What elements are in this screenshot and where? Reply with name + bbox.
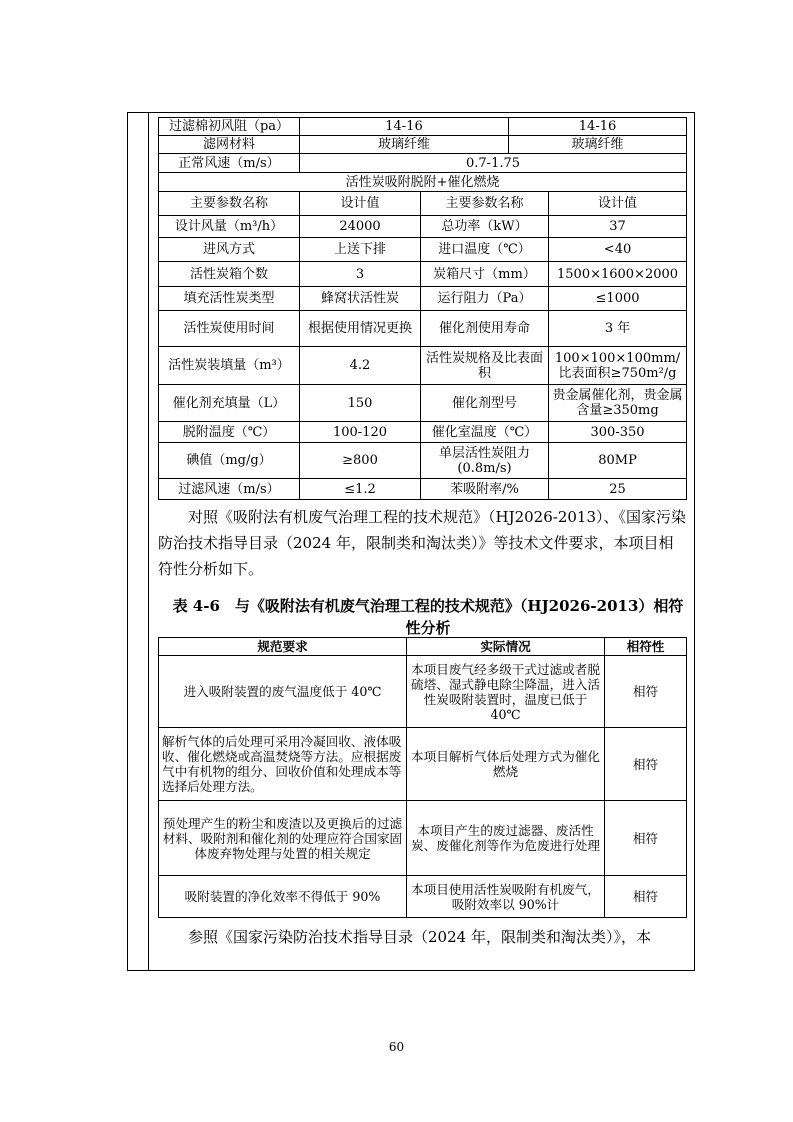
table-row: [159, 216, 687, 238]
table-row: [159, 728, 687, 801]
table-cell: 正常风速（m/s）: [159, 154, 300, 173]
table-row: [159, 287, 687, 311]
table-cell: 100×100×100mm/比表面积≥750m²/g: [549, 347, 687, 385]
table-cell: 过滤风速（m/s）: [159, 479, 300, 500]
table-row: [159, 385, 687, 422]
table-cell: 预处理产生的粉尘和废渣以及更换后的过滤材料、吸附剂和催化剂的处理应符合国家固体废弃物处理与处置的相关规定: [159, 801, 407, 876]
column-header: 设计值: [300, 192, 421, 216]
table-caption: 表 4-6 与《吸附法有机废气治理工程的技术规范》（HJ2026-2013）相符性分析: [172, 597, 684, 637]
table-cell: 根据使用情况更换: [300, 311, 421, 347]
table-row: [159, 118, 687, 136]
column-header: 主要参数名称: [159, 192, 300, 216]
table-cell: 总功率（kW）: [421, 216, 549, 238]
table-cell: 4.2: [300, 347, 421, 385]
table-cell: 14-16: [300, 118, 509, 136]
page-number: 60: [388, 1040, 405, 1054]
table-cell: 过滤棉初风阻（pa）: [159, 118, 300, 136]
column-header: 主要参数名称: [421, 192, 549, 216]
parameter-table: [158, 117, 687, 500]
table-cell: 24000: [300, 216, 421, 238]
table-cell: ≥800: [300, 443, 421, 479]
table-cell: 相符: [605, 656, 687, 728]
paragraph-reference: 参照《国家污染防治技术指导目录（2024 年，限制类和淘汰类）》，本: [188, 928, 651, 946]
column-header: 相符性: [605, 638, 687, 656]
table-cell: 吸附装置的净化效率不得低于 90%: [159, 876, 407, 918]
table-cell: 本项目解析气体后处理方式为催化燃烧: [407, 728, 605, 801]
table-cell: <40: [549, 238, 687, 262]
table-cell: 本项目使用活性炭吸附有机废气，吸附效率以 90%计: [407, 876, 605, 918]
table-cell: 玻璃纤维: [300, 136, 509, 154]
frame-divider: [148, 112, 149, 971]
table-row: [159, 479, 687, 500]
table-cell: 本项目废气经多级干式过滤或者脱硫塔、湿式静电除尘降温，进入活性炭吸附装置时，温度已低于 40℃: [407, 656, 605, 728]
table-cell: 活性炭使用时间: [159, 311, 300, 347]
table-cell: 催化剂使用寿命: [421, 311, 549, 347]
table-cell: 3 年: [549, 311, 687, 347]
table-cell: 相符: [605, 801, 687, 876]
table-cell: 运行阻力（Pa）: [421, 287, 549, 311]
table-cell: 填充活性炭类型: [159, 287, 300, 311]
table-row: [159, 656, 687, 728]
table-row: [159, 262, 687, 287]
table-cell: 活性炭箱个数: [159, 262, 300, 287]
table-cell: 3: [300, 262, 421, 287]
table-cell: 单层活性炭阻力(0.8m/s): [421, 443, 549, 479]
table-cell: 催化剂型号: [421, 385, 549, 422]
table-cell: 蜂窝状活性炭: [300, 287, 421, 311]
table-cell: 上送下排: [300, 238, 421, 262]
table-cell: 脱附温度（℃）: [159, 422, 300, 443]
table-row: [159, 876, 687, 918]
table-cell: 进入吸附装置的废气温度低于 40℃: [159, 656, 407, 728]
table-header-row: [159, 638, 687, 656]
table-cell: 活性炭装填量（m³）: [159, 347, 300, 385]
table-cell: 相符: [605, 728, 687, 801]
table-row: [159, 422, 687, 443]
table-cell: 相符: [605, 876, 687, 918]
table-cell: 玻璃纤维: [509, 136, 687, 154]
table-cell: 150: [300, 385, 421, 422]
table-cell: 滤网材料: [159, 136, 300, 154]
table-cell: 苯吸附率/%: [421, 479, 549, 500]
table-cell: 催化室温度（℃）: [421, 422, 549, 443]
column-header: 规范要求: [159, 638, 407, 656]
table-row: [159, 136, 687, 154]
table-row: [159, 311, 687, 347]
table-row: [159, 801, 687, 876]
table-cell: 进风方式: [159, 238, 300, 262]
table-cell: 进口温度（℃）: [421, 238, 549, 262]
table-cell: 300-350: [549, 422, 687, 443]
column-header: 设计值: [549, 192, 687, 216]
table-cell: 碘值（mg/g）: [159, 443, 300, 479]
table-section-title: [159, 173, 687, 192]
table-cell: ≤1.2: [300, 479, 421, 500]
table-cell: 14-16: [509, 118, 687, 136]
paragraph-intro: 对照《吸附法有机废气治理工程的技术规范》（HJ2026-2013）、《国家污染防治技术指导目录（2024 年，限制类和淘汰类）》等技术文件要求，本项目相符性分析如下。: [158, 508, 687, 578]
compliance-table: [158, 637, 687, 918]
table-row: [159, 238, 687, 262]
table-cell: 解析气体的后处理可采用冷凝回收、液体吸收、催化燃烧或高温焚烧等方法。应根据废气中有机物的组分、回收价值和处理成本等选择后处理方法。: [159, 728, 407, 801]
table-header-row: [159, 192, 687, 216]
table-row: [159, 443, 687, 479]
table-cell: 设计风量（m³/h）: [159, 216, 300, 238]
table-cell: 0.7-1.75: [300, 154, 687, 173]
table-row: [159, 347, 687, 385]
table-cell: 炭箱尺寸（mm）: [421, 262, 549, 287]
column-header: 实际情况: [407, 638, 605, 656]
table-cell: 37: [549, 216, 687, 238]
table-row: [159, 154, 687, 173]
table-cell: 80MP: [549, 443, 687, 479]
table-cell: 活性炭规格及比表面积: [421, 347, 549, 385]
table-cell: 25: [549, 479, 687, 500]
table-cell: 1500×1600×2000: [549, 262, 687, 287]
section-title: 活性炭吸附脱附+催化燃烧: [159, 173, 687, 192]
table-cell: 贵金属催化剂，贵金属含量≥350mg: [549, 385, 687, 422]
table-cell: 本项目产生的废过滤器、废活性炭、废催化剂等作为危废进行处理: [407, 801, 605, 876]
table-cell: 100-120: [300, 422, 421, 443]
table-cell: 催化剂充填量（L）: [159, 385, 300, 422]
table-cell: ≤1000: [549, 287, 687, 311]
